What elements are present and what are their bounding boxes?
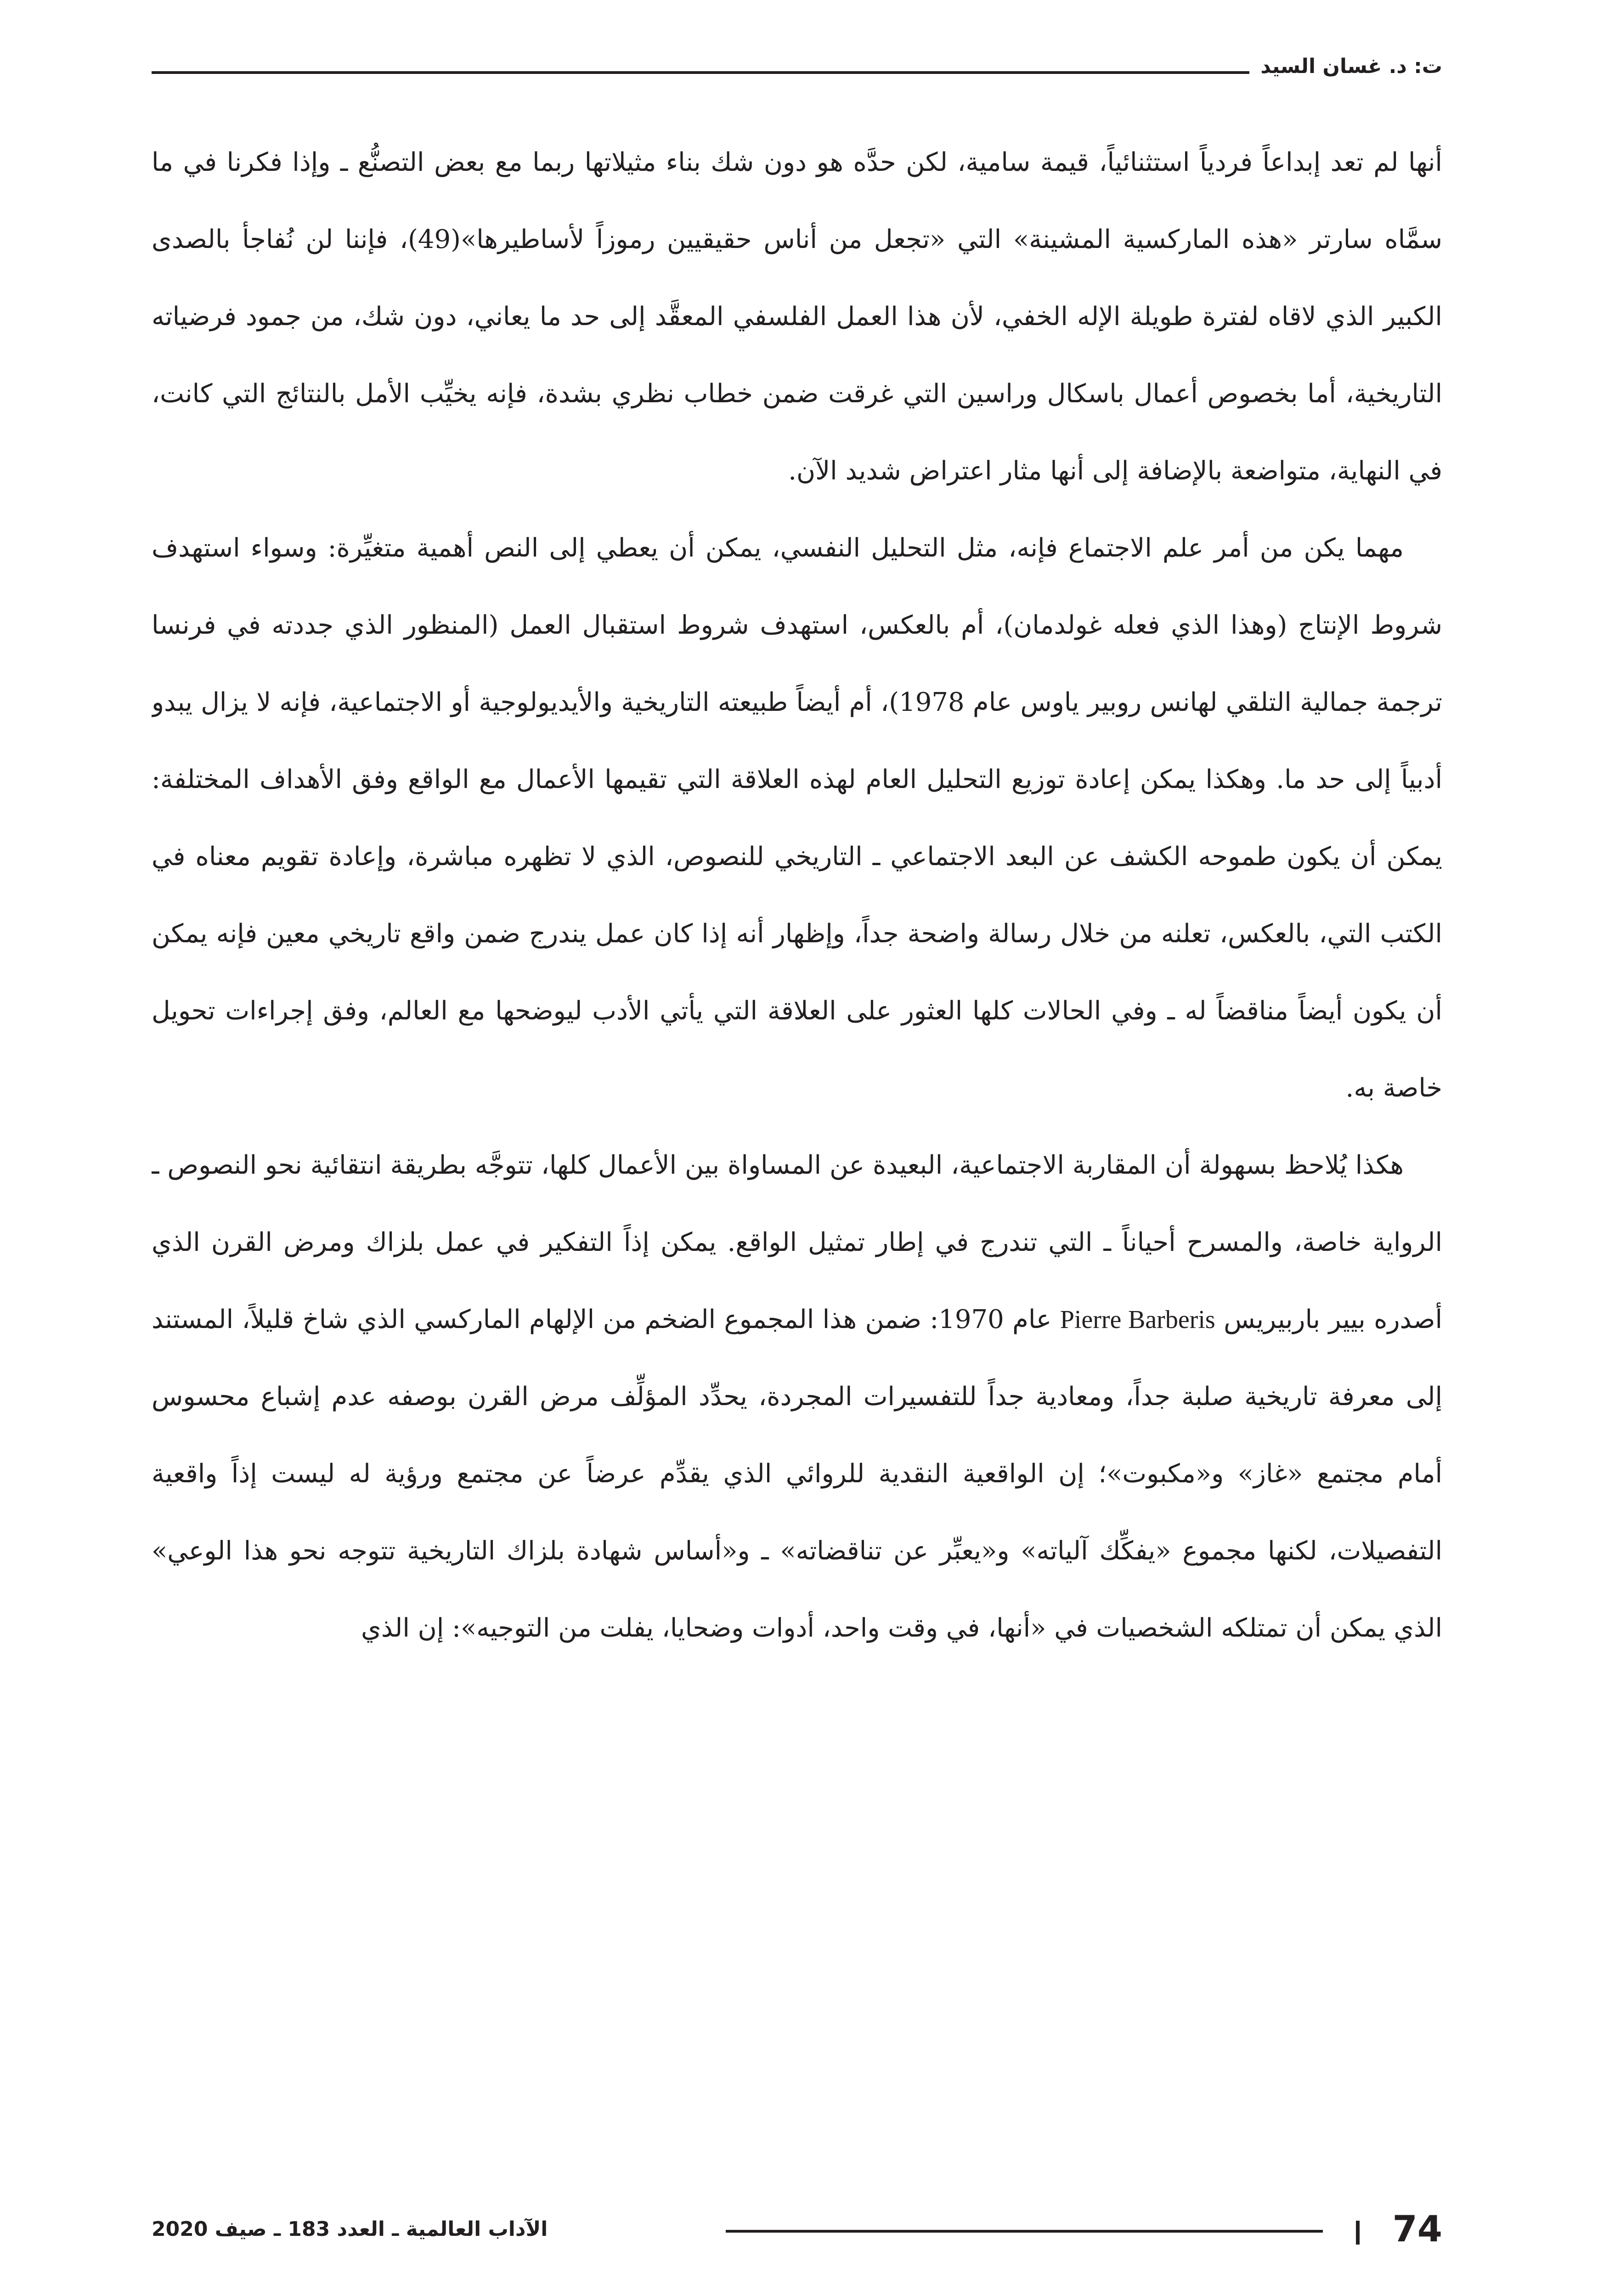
- footer-separator: [1356, 2221, 1360, 2245]
- running-header: [152, 48, 1442, 85]
- footer-rule: [726, 2230, 1323, 2233]
- latin-name: Pierre Barberis: [1060, 1306, 1215, 1334]
- paragraph-3: [152, 1127, 1442, 1667]
- journal-info: الآداب العالمية ـ العدد 183 ـ صيف 2020: [152, 2217, 548, 2241]
- header-rule: [152, 71, 1249, 74]
- paragraph-2: مهما يكن من أمر علم الاجتماع فإنه، مثل التحليل النفسي، يمكن أن يعطي إلى النص أهمية متغيِّرة: وسواء استهدف شروط الإنتاج (وهذا الذي فعله غولدمان)، أم بالعكس، استهدف شروط استقبال العمل (المنظور الذي جددته في فرنسا ترجمة جمالية التلقي لهانس روبير ياوس عام 1978)، أم أيضاً طبيعته التاريخية والأيديولوجية أو الاجتماعية، فإنه لا يزال يبدو أدبياً إلى حد ما. وهكذا يمكن إعادة توزيع التحليل العام لهذه العلاقة التي تقيمها الأعمال مع الواقع وفق الأهداف المختلفة: يمكن أن يكون طموحه الكشف عن البعد الاجتماعي ـ التاريخي للنصوص، الذي لا تظهره مباشرة، وإعادة تقويم معناه في الكتب التي، بالعكس، تعلنه من خلال رسالة واضحة جداً، وإظهار أنه إذا كان عمل يندرج ضمن واقع تاريخي معين فإنه يمكن أن يكون أيضاً مناقضاً له ـ وفي الحالات كلها العثور على العلاقة التي يأتي الأدب ليوضحها مع العالم، وفق إجراءات تحويل خاصة به.: [152, 533, 1442, 1103]
- paragraph-3-part-2: عام 1970: ضمن هذا المجموع الضخم من الإلهام الماركسي الذي شاخ قليلاً، المستند إلى معرفة تاريخية صلبة جداً، ومعادية جداً للتفسيرات المجردة، يحدِّد المؤلِّف مرض القرن بوصفه عدم إشباع محسوس أمام مجتمع «غاز» و«مكبوت»؛ إن الواقعية النقدية للروائي الذي يقدِّم عرضاً عن مجتمع ورؤية له ليست إذاً واقعية التفصيلات، لكنها مجموع «يفكِّك آلياته» و«يعبِّر عن تناقضاته» ـ و«أساس شهادة بلزاك التاريخية تتوجه نحو هذا الوعي» الذي يمكن أن تمتلكه الشخصيات في «أنها، في وقت واحد، أدوات وضحايا، يفلت من التوجيه»: إن الذي: [152, 1305, 1442, 1643]
- article-body: [152, 124, 1442, 2172]
- page-footer: [152, 2204, 1442, 2255]
- header-author: ت: د. غسان السيد: [1260, 55, 1442, 78]
- paragraph-3-part-1: هكذا يُلاحظ بسهولة أن المقاربة الاجتماعية، البعيدة عن المساواة بين الأعمال كلها، تتوجَّه بطريقة انتقائية نحو النصوص ـ الرواية خاصة، والمسرح أحياناً ـ التي تندرج في إطار تمثيل الواقع. يمكن إذاً التفكير في عمل بلزاك ومرض القرن الذي أصدره بيير باربيريس: [152, 1150, 1442, 1334]
- paragraph-1: أنها لم تعد إبداعاً فردياً استثنائياً، قيمة سامية، لكن حدَّه هو دون شك بناء مثيلاتها ربما مع بعض التصنُّع ـ وإذا فكرنا في ما سمَّاه سارتر «هذه الماركسية المشينة» التي «تجعل من أناس حقيقيين رموزاً لأساطيرها»(49)، فإننا لن نُفاجأ بالصدى الكبير الذي لاقاه لفترة طويلة الإله الخفي، لأن هذا العمل الفلسفي المعقَّد إلى حد ما يعاني، دون شك، من جمود فرضياته التاريخية، أما بخصوص أعمال باسكال وراسين التي غرقت ضمن خطاب نظري بشدة، فإنه يخيِّب الأمل بالنتائج التي كانت، في النهاية، متواضعة بالإضافة إلى أنها مثار اعتراض شديد الآن.: [152, 147, 1442, 486]
- page-number: 74: [1392, 2209, 1442, 2250]
